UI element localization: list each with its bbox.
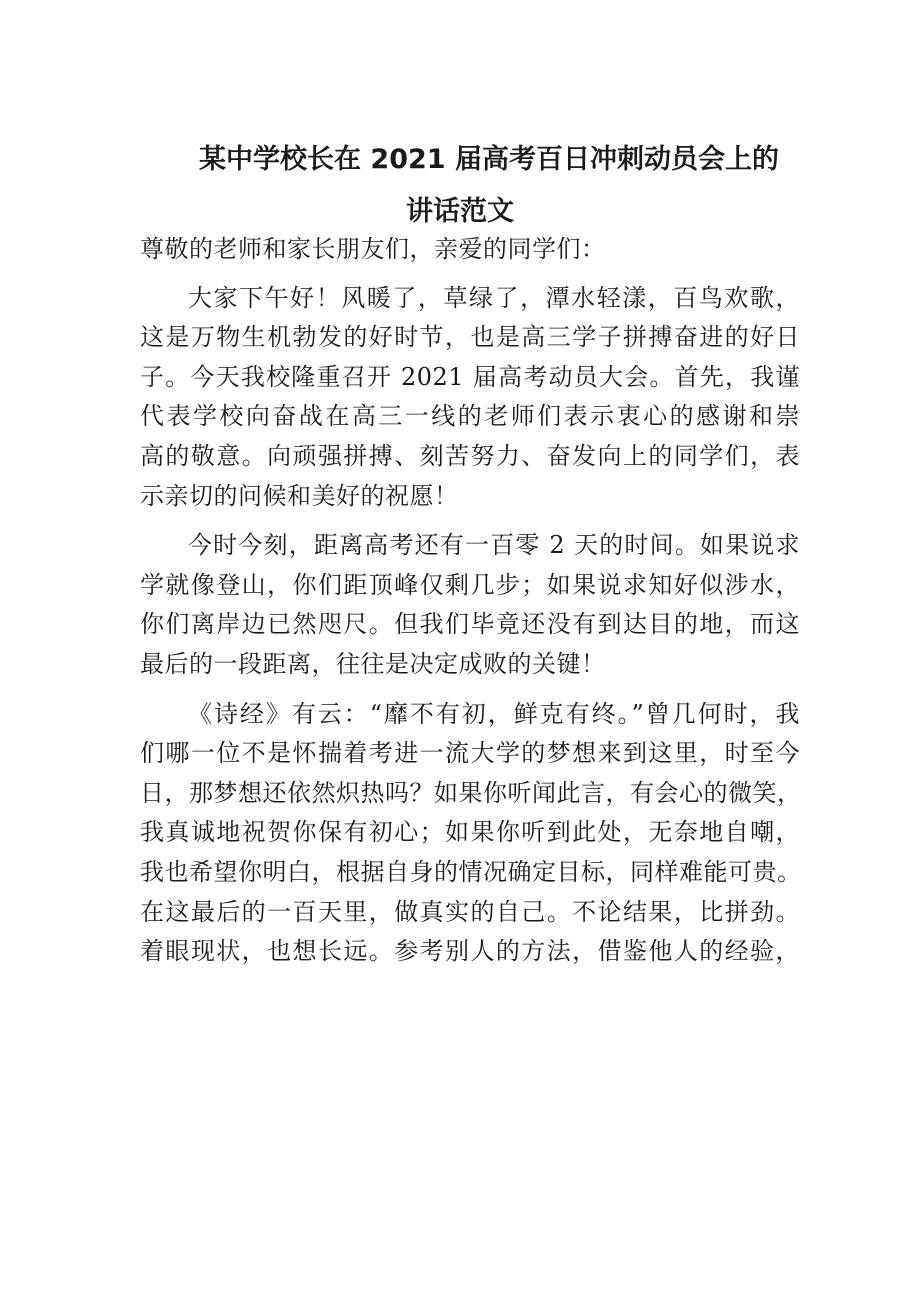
paragraph-line: 大家下午好！风暖了，草绿了，潭水轻漾，百鸟欢歌， — [188, 283, 800, 312]
paragraph-line: 最后的一段距离，往往是决定成败的关键！ — [140, 649, 606, 678]
paragraph-line: 在这最后的一百天里，做真实的自己。不论结果，比拼劲。 — [140, 897, 800, 926]
paragraph-line: 日，那梦想还依然炽热吗？如果你听闻此言，有会心的微笑， — [140, 778, 802, 807]
paragraph-line: 我也希望你明白，根据自身的情况确定目标，同样难能可贵。 — [140, 857, 802, 886]
paragraph-line: 今时今刻，距离高考还有一百零 2 天的时间。如果说求 — [188, 531, 800, 560]
paragraph-line: 我真诚地祝贺你保有初心；如果你听到此处，无奈地自嘲， — [140, 818, 800, 847]
document-title — [140, 134, 780, 238]
paragraph-line: 代表学校向奋战在高三一线的老师们表示衷心的感谢和崇 — [140, 402, 800, 431]
greeting: 尊敬的老师和家长朋友们，亲爱的同学们： — [140, 235, 606, 263]
paragraph-1 — [140, 279, 800, 517]
paragraph-line: 这是万物生机勃发的好时节，也是高三学子拼搏奋进的好日 — [140, 323, 800, 352]
document-body — [140, 230, 800, 982]
paragraph-line: 们哪一位不是怀揣着考进一流大学的梦想来到这里，时至今 — [140, 739, 800, 768]
paragraph-line: 你们离岸边已然咫尺。但我们毕竟还没有到达目的地，而这 — [140, 610, 800, 639]
paragraph-line: 学就像登山，你们距顶峰仅剩几步；如果说求知好似涉水， — [140, 570, 800, 599]
paragraph-line: 高的敬意。向顽强拼搏、刻苦努力、奋发向上的同学们，表 — [140, 441, 800, 470]
paragraph-line: 着眼现状，也想长远。参考别人的方法，借鉴他人的经验， — [140, 937, 800, 966]
paragraph-3 — [140, 695, 800, 972]
paragraph-2 — [140, 526, 800, 684]
paragraph-line: 《诗经》有云：“靡不有初，鲜克有终。”曾几何时，我 — [188, 699, 800, 728]
paragraph-line: 示亲切的问候和美好的祝愿！ — [140, 481, 459, 510]
title-line-1: 某中学校长在 2021 届高考百日冲刺动员会上的 — [199, 144, 779, 175]
title-line-2: 讲话范文 — [406, 196, 514, 227]
paragraph-line: 子。今天我校隆重召开 2021 届高考动员大会。首先，我谨 — [140, 362, 800, 391]
